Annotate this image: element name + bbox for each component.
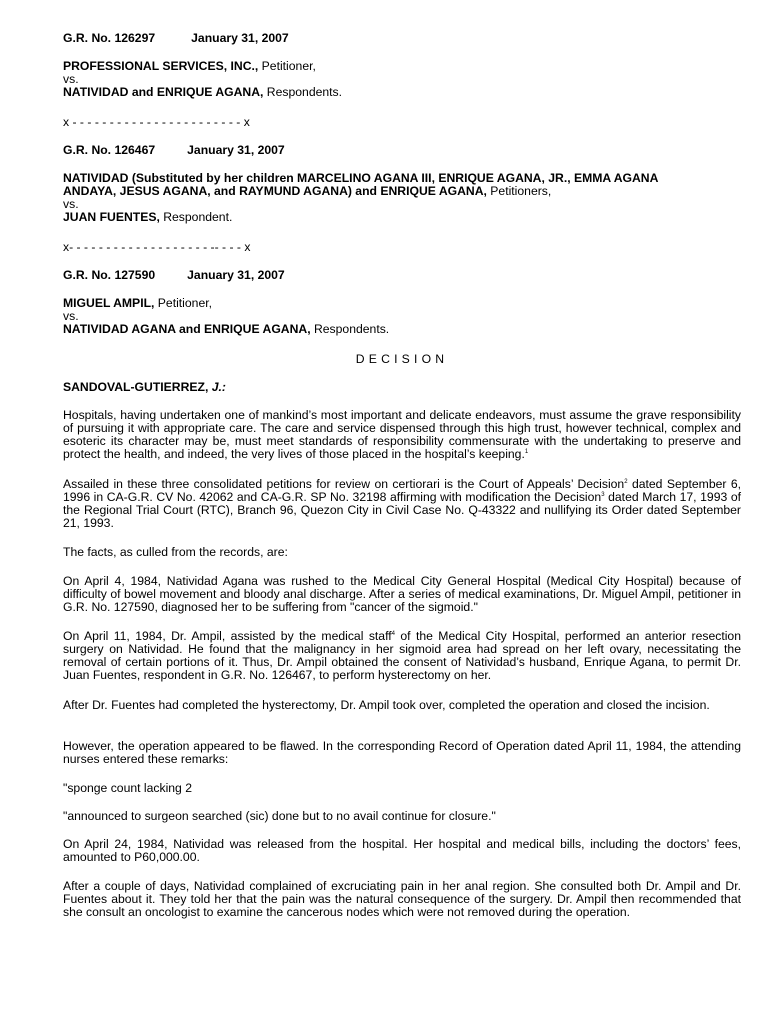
case1-gr-number: G.R. No. 126297 [63,31,156,45]
paragraph-5-text-b: of the Medical City Hospital, performed an anterior resection surgery on Natividad. He found that the malignancy in her sigmoid area had spread on her left ovary, necessitating the removal of certain portions of it. Thus, Dr. Ampil obtained the consent of Natividad’s husband, Enrique Agana, to permit Dr. Juan Fuentes, respondent in G.R. No. 126467, to perform hysterectomy on her. [63,629,741,682]
case2-gr-number: G.R. No. 126467 [63,143,156,157]
paragraph-7: However, the operation appeared to be flawed. In the corresponding Record of Operation dated April 11, 1984, the attending nurses entered these remarks: [63,739,741,766]
case2-respondent-role: Respondent. [159,210,233,224]
footnote-ref-4[interactable]: 4 [391,630,395,637]
ponente-name: SANDOVAL-GUTIERREZ, [63,380,209,394]
case2-gr-line [63,144,741,157]
case3-gr-number: G.R. No. 127590 [63,268,156,282]
case3-respondent-role: Respondents. [310,322,390,336]
ponente [63,381,741,394]
paragraph-3: The facts, as culled from the records, are: [63,545,288,559]
case3-vs: vs. [63,309,79,323]
paragraph-1 [63,409,741,461]
case1-vs: vs. [63,72,79,86]
paragraph-2-text-b: dated September 6, 1996 in CA-G.R. CV No. 42062 and CA-G.R. SP No. 32198 affirming with modification the Decision [63,477,741,504]
case3-parties [63,297,741,336]
case2-petitioner-role: Petitioners, [486,184,552,198]
case1-respondent: NATIVIDAD and ENRIQUE AGANA, [63,85,264,99]
case2-parties [63,172,741,224]
case2-respondent: JUAN FUENTES, [63,210,160,224]
paragraph-6: After Dr. Fuentes had completed the hysterectomy, Dr. Ampil took over, completed the operation and closed the incision. [63,698,710,712]
case1-petitioner-role: Petitioner, [258,59,316,73]
footnote-ref-3[interactable]: 3 [601,491,605,498]
paragraph-1-text: Hospitals, having undertaken one of mankind’s most important and delicate endeavors, must assume the grave responsibility of pursuing it with appropriate care. The care and service dispensed through this high trust, however technical, complex and esoteric its character may be, must meet standards of responsibility commensurate with the undertaking to preserve and protect the health, and indeed, the very lives of those placed in the hospital’s keeping. [63,408,741,461]
case3-date: January 31, 2007 [187,268,285,282]
ponente-title: J.: [208,380,226,394]
case3-petitioner-role: Petitioner, [154,296,212,310]
separator-2: x- - - - - - - - - - - - - - - - - - - -- - - - x [63,240,251,254]
case2-petitioner-line2: ANDAYA, JESUS AGANA, and RAYMUND AGANA) and ENRIQUE AGANA, [63,184,487,198]
case1-petitioner: PROFESSIONAL SERVICES, INC., [63,59,259,73]
case1-respondent-role: Respondents. [263,85,343,99]
case3-gr-line [63,269,741,282]
paragraph-2-text-c: dated March 17, 1993 of the Regional Trial Court (RTC), Branch 96, Quezon City in Civil Case No. Q-43322 and nullifying its Order dated September 21, 1993. [63,490,741,530]
case2-petitioner-line1: NATIVIDAD (Substituted by her children MARCELINO AGANA III, ENRIQUE AGANA, JR., EMMA AGANA [63,171,659,185]
footnote-ref-1[interactable]: 1 [524,448,529,455]
separator-1: x - - - - - - - - - - - - - - - - - - - - - - - x [63,115,250,129]
paragraph-9: "announced to surgeon searched (sic) done but to no avail continue for closure." [63,809,496,823]
case3-respondent: NATIVIDAD AGANA and ENRIQUE AGANA, [63,322,311,336]
case2-vs: vs. [63,197,79,211]
paragraph-5-text-a: On April 11, 1984, Dr. Ampil, assisted by the medical staff [63,629,392,643]
paragraph-5 [63,630,741,682]
case1-parties [63,60,741,99]
paragraph-11: After a couple of days, Natividad complained of excruciating pain in her anal region. She consulted both Dr. Ampil and Dr. Fuentes about it. They told her that the pain was the natural consequence of the surgery. Dr. Ampil then recommended that she consult an oncologist to examine the cancerous nodes which were not removed during the operation. [63,879,741,919]
decision-title: DECISION [355,352,449,366]
case1-gr-line [63,32,741,45]
paragraph-4: On April 4, 1984, Natividad Agana was rushed to the Medical City General Hospital (Medical City Hospital) because of difficulty of bowel movement and bloody anal discharge. After a series of medical examinations, Dr. Miguel Ampil, petitioner in G.R. No. 127590, diagnosed her to be suffering from "cancer of the sigmoid." [63,574,741,614]
footnote-ref-2[interactable]: 2 [624,478,628,485]
case2-date: January 31, 2007 [187,143,285,157]
case3-petitioner: MIGUEL AMPIL, [63,296,155,310]
case1-date: January 31, 2007 [191,31,289,45]
paragraph-2 [63,478,741,530]
paragraph-10: On April 24, 1984, Natividad was released from the hospital. Her hospital and medical bills, including the doctors’ fees, amounted to P60,000.00. [63,837,741,864]
paragraph-8: "sponge count lacking 2 [63,781,192,795]
paragraph-2-text-a: Assailed in these three consolidated petitions for review on certiorari is the Court of Appeals’ Decision [63,477,625,491]
